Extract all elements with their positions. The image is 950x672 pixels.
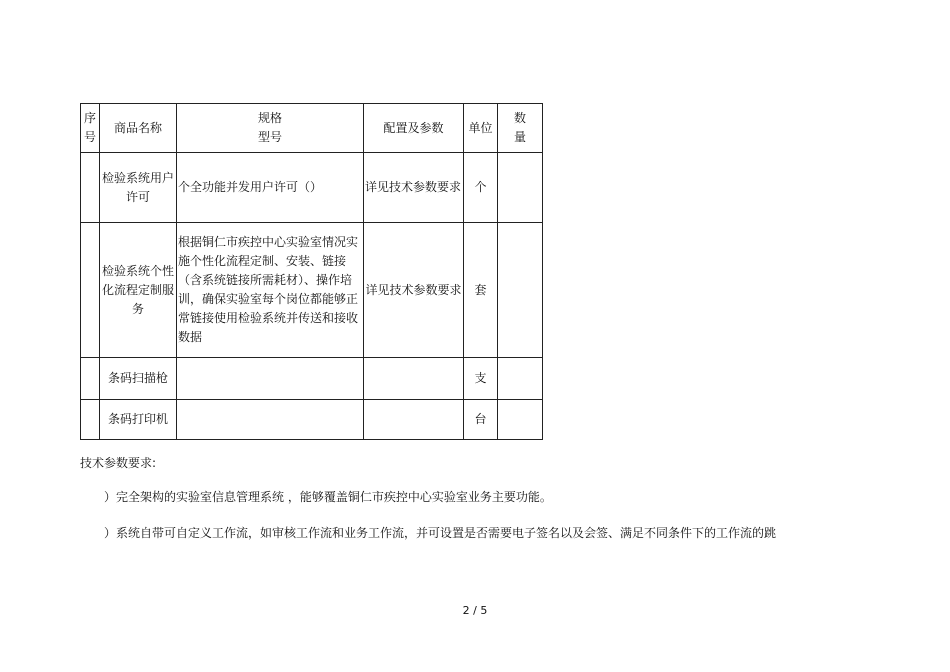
cell-spec: 根据铜仁市疾控中心实验室情况实施个性化流程定制、安装、链接（含系统链接所需耗材）、操作培训，确保实验室每个岗位都能够正常链接使用检验系统并传送和接收数据 bbox=[177, 223, 364, 358]
goods-table bbox=[80, 103, 543, 440]
cell-spec bbox=[177, 358, 364, 400]
header-spec-line1: 规格 bbox=[257, 111, 282, 125]
cell-seq bbox=[81, 358, 100, 400]
tech-requirement-item: ）完全架构的实验室信息管理系统 ，能够覆盖铜仁市疾控中心实验室业务主要功能。 bbox=[104, 490, 552, 504]
header-name: 商品名称 bbox=[100, 104, 177, 153]
cell-config bbox=[364, 400, 464, 440]
cell-name: 条码打印机 bbox=[100, 400, 177, 440]
cell-seq bbox=[81, 223, 100, 358]
cell-seq bbox=[81, 153, 100, 223]
cell-config: 详见技术参数要求 bbox=[364, 223, 464, 358]
cell-qty bbox=[498, 400, 543, 440]
header-spec bbox=[177, 104, 364, 153]
cell-name: 检验系统个性化流程定制服务 bbox=[100, 223, 177, 358]
tech-requirement-item: ）系统自带可自定义工作流，如审核工作流和业务工作流，并可设置是否需要电子签名以及会签、满足不同条件下的工作流的跳 bbox=[104, 526, 777, 540]
page-number: 2 / 5 bbox=[462, 604, 488, 617]
header-config: 配置及参数 bbox=[364, 104, 464, 153]
header-seq: 序号 bbox=[81, 104, 100, 153]
cell-unit: 个 bbox=[464, 153, 498, 223]
table-row bbox=[81, 358, 543, 400]
cell-qty bbox=[498, 358, 543, 400]
cell-name: 检验系统用户许可 bbox=[100, 153, 177, 223]
header-qty: 数量 bbox=[498, 104, 543, 153]
table-row bbox=[81, 400, 543, 440]
cell-qty bbox=[498, 223, 543, 358]
cell-unit: 套 bbox=[464, 223, 498, 358]
cell-config: 详见技术参数要求 bbox=[364, 153, 464, 223]
cell-seq bbox=[81, 400, 100, 440]
header-spec-line2: 型号 bbox=[257, 130, 282, 144]
table-row bbox=[81, 153, 543, 223]
cell-unit: 支 bbox=[464, 358, 498, 400]
header-unit: 单位 bbox=[464, 104, 498, 153]
tech-requirements-label: 技术参数要求: bbox=[80, 456, 157, 470]
cell-qty bbox=[498, 153, 543, 223]
cell-unit: 台 bbox=[464, 400, 498, 440]
cell-spec bbox=[177, 400, 364, 440]
table-header-row bbox=[81, 104, 543, 153]
table-row bbox=[81, 223, 543, 358]
cell-config bbox=[364, 358, 464, 400]
cell-name: 条码扫描枪 bbox=[100, 358, 177, 400]
cell-spec: 个全功能并发用户许可（） bbox=[177, 153, 364, 223]
